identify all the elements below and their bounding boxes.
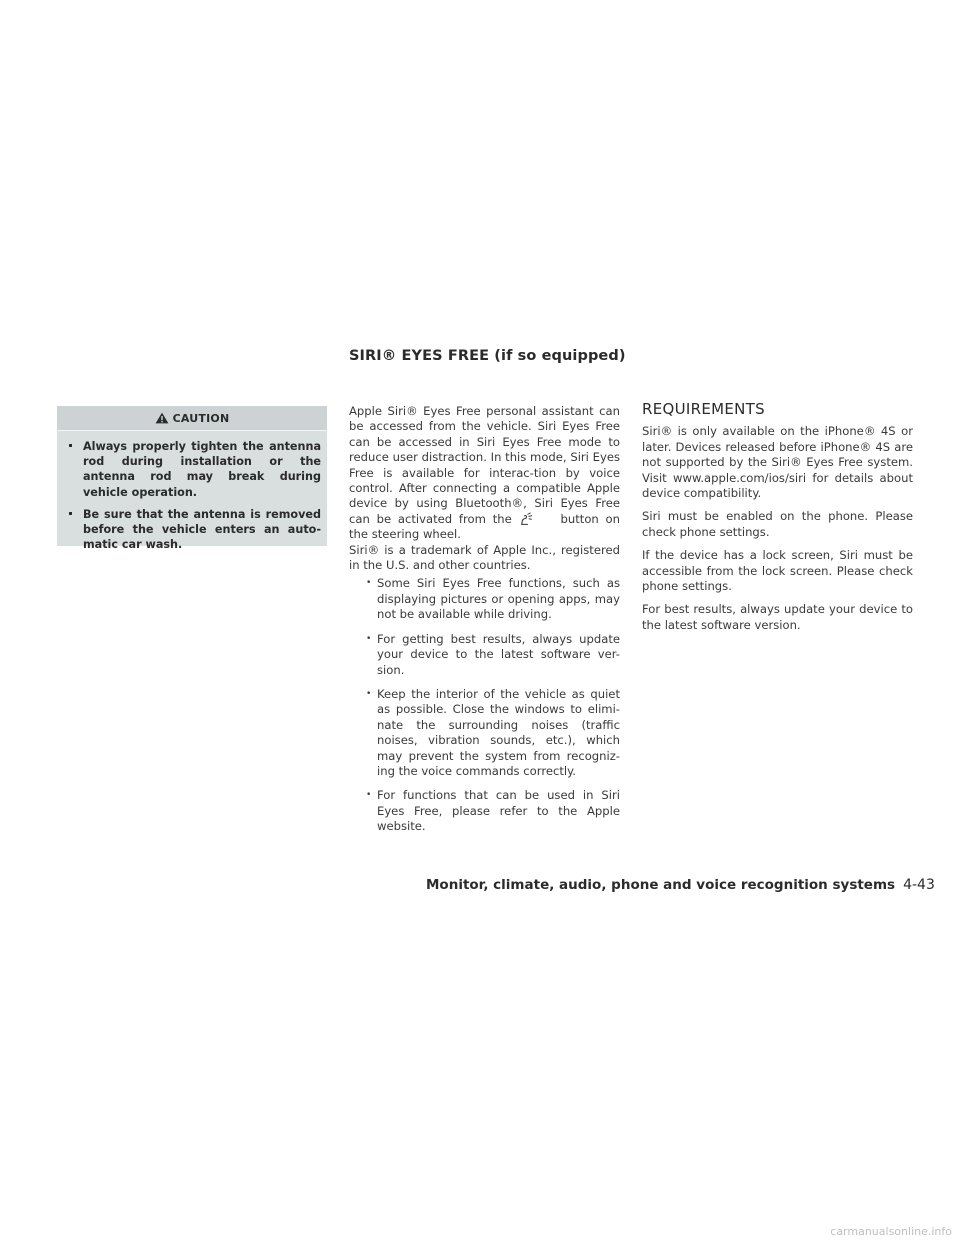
requirements-paragraph: If the device has a lock screen, Siri must be accessible from the lock screen. Please check phone settings. — [642, 548, 913, 594]
intro-text-after-icon: button on the steering wheel. — [349, 511, 620, 542]
caution-header — [57, 406, 327, 431]
list-item: • For functions that can be used in Siri Eyes Free, please refer to the Apple website. — [367, 788, 620, 834]
intro-column — [349, 404, 620, 844]
requirements-paragraph: Siri® is only available on the iPhone® 4S or later. Devices released before iPhone® 4S are not supported by the Siri® Eyes Free system. Visit www.apple.com/ios/siri for details about device compatibility. — [642, 424, 913, 501]
caution-box — [57, 406, 327, 552]
requirements-paragraph: Siri must be enabled on the phone. Please check phone settings. — [642, 509, 913, 539]
watermark: carmanualsonline.info — [830, 1225, 952, 1238]
intro-paragraph — [349, 404, 620, 543]
page-footer — [426, 877, 935, 893]
voice-talk-icon — [519, 512, 533, 525]
list-item: • For getting best results, always update your device to the latest software ver-sion. — [367, 632, 620, 678]
section-title: SIRI® EYES FREE (if so equipped) — [349, 348, 626, 364]
caution-label: CAUTION — [172, 411, 230, 425]
trademark-paragraph: Siri® is a trademark of Apple Inc., registered in the U.S. and other countries. — [349, 542, 620, 573]
caution-item: Always properly tighten the antenna rod during installation or the antenna rod may break during vehicle operation. — [69, 439, 321, 500]
intro-text-before-icon: Apple Siri® Eyes Free personal assistant can be accessed from the vehicle. Siri Eyes Free can be accessed in Siri Eyes Free mode to reduce user distraction. In this mode, Siri Eyes Free is available for interac-tion by voice control. After connecting a compatible Apple device by using Bluetooth®, Siri Eyes Free can be activated from the — [349, 404, 620, 526]
caution-list — [57, 431, 327, 552]
page-number: 4-43 — [903, 877, 935, 893]
caution-item: Be sure that the antenna is removed before the vehicle enters an auto-matic car wash. — [69, 507, 321, 553]
chapter-title: Monitor, climate, audio, phone and voice recognition systems — [426, 877, 896, 893]
warning-triangle-icon — [155, 412, 169, 424]
requirements-paragraph: For best results, always update your device to the latest software version. — [642, 602, 913, 632]
list-item: • Keep the interior of the vehicle as quiet as possible. Close the windows to elimi-nate the surrounding noises (traffic noises, vibration sounds, etc.), which may prevent the system from recogniz-ing the voice commands correctly. — [367, 687, 620, 779]
requirements-heading: REQUIREMENTS — [642, 400, 765, 418]
requirements-column — [642, 402, 913, 641]
intro-bullets — [349, 576, 620, 834]
list-item: • Some Siri Eyes Free functions, such as displaying pictures or opening apps, may not be available while driving. — [367, 576, 620, 622]
